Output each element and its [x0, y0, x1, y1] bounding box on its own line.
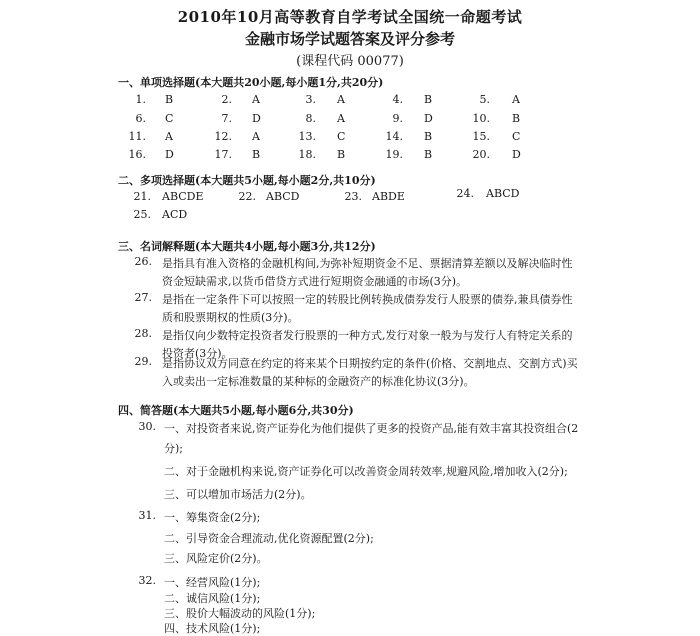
definition-line: 投资者(3分)。	[162, 347, 233, 360]
answer-line: 三、可以增加市场活力(2分)。	[164, 488, 312, 501]
question-number: 31.	[138, 509, 156, 522]
answer-line: 二、对于金融机构来说,资产证券化可以改善资金周转效率,规避风险,增加收入(2分);	[164, 465, 568, 478]
question-number: 15.	[472, 130, 490, 143]
answer-choice: B	[252, 148, 261, 161]
question-number: 1.	[135, 93, 146, 106]
question-number: 16.	[128, 148, 146, 161]
document-title: 金融市场学试题答案及评分参考	[244, 30, 455, 48]
question-number: 28.	[134, 327, 152, 340]
question-number: 3.	[305, 93, 316, 106]
definition-line: 是指协议双方同意在约定的将来某个日期按约定的条件(价格、交割地点、交割方式)买	[162, 357, 578, 370]
question-number: 32.	[138, 574, 156, 587]
question-number: 11.	[128, 130, 146, 143]
question-number: 7.	[221, 112, 232, 125]
question-number: 14.	[385, 130, 403, 143]
answer-line: 三、风险定价(2分)。	[164, 552, 268, 565]
answer-choice: B	[165, 93, 174, 106]
question-number: 17.	[214, 148, 232, 161]
definition-line: 是指仅向少数特定投资者发行股票的一种方式,发行对象一般为与发行人有特定关系的	[162, 329, 573, 342]
question-number: 5.	[479, 93, 490, 106]
answer-choice: A	[252, 130, 260, 143]
definition-line: 是指在一定条件下可以按照一定的转股比例转换成债券发行人股票的债券,兼具债券性	[162, 293, 573, 306]
answer-choice: C	[512, 130, 521, 143]
answer-line: 分);	[164, 442, 183, 455]
question-number: 21.	[133, 190, 151, 203]
answer-choice: D	[252, 112, 261, 125]
question-number: 27.	[134, 291, 152, 304]
question-number: 24.	[456, 187, 474, 200]
answer-choice: B	[512, 112, 521, 125]
question-number: 25.	[133, 208, 151, 221]
answer-choice: A	[337, 93, 345, 106]
question-number: 9.	[392, 112, 403, 125]
definition-line: 入或卖出一定标准数量的某种标的金融资产的标准化协议(3分)。	[162, 375, 475, 388]
answer-line: 二、诚信风险(1分);	[164, 592, 261, 605]
answer-choice: C	[165, 112, 174, 125]
question-number: 22.	[238, 190, 256, 203]
answer-choice: A	[337, 112, 345, 125]
answer-choice: D	[165, 148, 174, 161]
definition-line: 质和股票期权的性质(3分)。	[162, 311, 299, 324]
question-number: 19.	[385, 148, 403, 161]
answer-choice: ABDE	[372, 190, 405, 203]
answer-line: 四、技术风险(1分);	[164, 622, 261, 635]
answer-choice: A	[252, 93, 260, 106]
answer-line: 三、股价大幅波动的风险(1分);	[164, 607, 316, 620]
question-number: 8.	[305, 112, 316, 125]
definition-line: 资金短缺需求,以货币借贷方式进行短期资金融通的市场(3分)。	[162, 275, 468, 288]
question-number: 4.	[392, 93, 403, 106]
answer-choice: B	[424, 130, 433, 143]
answer-choice: A	[512, 93, 520, 106]
question-number: 26.	[134, 255, 152, 268]
answer-choice: B	[424, 93, 433, 106]
answer-choice: ACD	[162, 208, 188, 221]
question-number: 23.	[344, 190, 362, 203]
question-number: 12.	[214, 130, 232, 143]
question-number: 20.	[472, 148, 490, 161]
answer-line: 一、筹集资金(2分);	[164, 511, 261, 524]
exam-title: 2010年10月高等教育自学考试全国统一命题考试	[177, 8, 523, 26]
definition-line: 是指具有准入资格的金融机构间,为弥补短期资金不足、票据清算差额以及解决临时性	[162, 257, 573, 270]
question-number: 2.	[221, 93, 232, 106]
answer-choice: ABCDE	[162, 190, 204, 203]
section-title: 三、名词解释题(本大题共4小题,每小题3分,共12分)	[118, 240, 376, 253]
question-number: 13.	[298, 130, 316, 143]
answer-line: 二、引导资金合理流动,优化资源配置(2分);	[164, 532, 374, 545]
course-code: (课程代码 00077)	[296, 54, 404, 69]
section-title: 二、多项选择题(本大题共5小题,每小题2分,共10分)	[118, 174, 376, 187]
answer-choice: D	[512, 148, 521, 161]
answer-choice: B	[337, 148, 346, 161]
question-number: 10.	[472, 112, 490, 125]
answer-line: 一、经营风险(1分);	[164, 576, 261, 589]
answer-choice: ABCD	[486, 187, 520, 200]
question-number: 29.	[134, 355, 152, 368]
answer-choice: D	[424, 112, 433, 125]
answer-choice: ABCD	[266, 190, 300, 203]
question-number: 18.	[298, 148, 316, 161]
section-title: 一、单项选择题(本大题共20小题,每小题1分,共20分)	[118, 76, 384, 89]
question-number: 6.	[135, 112, 146, 125]
answer-line: 一、对投资者来说,资产证券化为他们提供了更多的投资产品,能有效丰富其投资组合(2	[164, 422, 579, 435]
answer-choice: C	[337, 130, 346, 143]
answer-choice: B	[424, 148, 433, 161]
section-title: 四、简答题(本大题共5小题,每小题6分,共30分)	[118, 404, 354, 417]
question-number: 30.	[138, 420, 156, 433]
answer-choice: A	[165, 130, 173, 143]
